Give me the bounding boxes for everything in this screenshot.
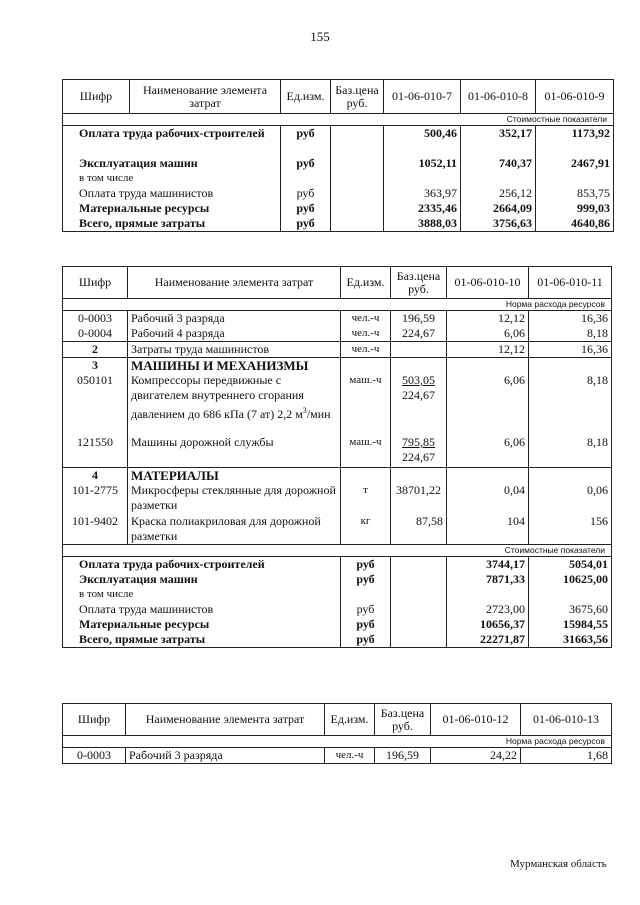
table-row xyxy=(63,216,614,232)
row-unit: руб xyxy=(341,632,391,648)
row-name: Машины дорожной службы xyxy=(128,435,341,468)
value-cell: 363,97 xyxy=(384,186,461,201)
value-cell: 352,17 xyxy=(461,126,536,157)
row-code: 0-0004 xyxy=(63,326,128,342)
row-unit: чел.-ч xyxy=(341,326,391,342)
row-unit: маш.-ч xyxy=(341,435,391,468)
col-header-code: Шифр xyxy=(63,267,128,299)
cost-table-1 xyxy=(62,79,614,232)
col-header-name: Наименование элемента затрат xyxy=(128,267,341,299)
row-unit: руб xyxy=(341,602,391,617)
table-row xyxy=(63,126,614,157)
col-header-code: Шифр xyxy=(63,704,126,736)
row-name: Затраты труда машинистов xyxy=(128,342,341,358)
row-name: Эксплуатация машин xyxy=(63,156,281,171)
value-cell: 8,18 xyxy=(529,373,612,435)
row-unit: чел.-ч xyxy=(325,748,375,764)
row-code: 0-0003 xyxy=(63,311,128,327)
value-cell: 2335,46 xyxy=(384,201,461,216)
value-cell: 31663,56 xyxy=(529,632,612,648)
value-cell: 12,12 xyxy=(447,342,529,358)
value-cell: 256,12 xyxy=(461,186,536,201)
table-header-row xyxy=(63,267,612,299)
table-row xyxy=(63,171,614,186)
row-unit: чел.-ч xyxy=(341,311,391,327)
table-row xyxy=(63,483,612,514)
totals-row xyxy=(63,632,612,648)
totals-row xyxy=(63,572,612,587)
resource-table-2 xyxy=(62,266,612,648)
col-header-code: Шифр xyxy=(63,80,130,114)
value-cell: 156 xyxy=(529,514,612,545)
col-header-code-13: 01-06-010-13 xyxy=(521,704,612,736)
section-row xyxy=(63,545,612,557)
group-row-materials xyxy=(63,468,612,484)
row-unit: чел.-ч xyxy=(341,342,391,358)
row-code: 0-0003 xyxy=(63,748,126,764)
value-cell: 10625,00 xyxy=(529,572,612,587)
col-header-name: Наименование элемента затрат xyxy=(130,80,281,114)
row-price: 38701,22 xyxy=(391,483,447,514)
value-cell: 8,18 xyxy=(529,326,612,342)
row-code: 101-2775 xyxy=(63,483,128,514)
row-unit: руб xyxy=(341,617,391,632)
group-title: МАТЕРИАЛЫ xyxy=(128,468,341,484)
value-cell: 12,12 xyxy=(447,311,529,327)
price-numerator: 503,05 xyxy=(402,373,435,387)
value-cell: 3675,60 xyxy=(529,602,612,617)
value-cell: 1,68 xyxy=(521,748,612,764)
price-numerator: 795,85 xyxy=(402,435,435,449)
row-code: 101-9402 xyxy=(63,514,128,545)
value-cell: 6,06 xyxy=(447,373,529,435)
table-row xyxy=(63,435,612,468)
col-header-base-price: Баз.цена руб. xyxy=(391,267,447,299)
table-row xyxy=(63,201,614,216)
row-unit: руб xyxy=(281,201,331,216)
row-name: Рабочий 3 разряда xyxy=(126,748,325,764)
value-cell: 104 xyxy=(447,514,529,545)
value-cell: 6,06 xyxy=(447,326,529,342)
col-header-unit: Ед.изм. xyxy=(281,80,331,114)
group-row-machines xyxy=(63,358,612,374)
col-header-unit: Ед.изм. xyxy=(325,704,375,736)
row-name: Эксплуатация машин xyxy=(63,572,341,587)
row-name: Компрессоры передвижные с двигателем внутреннего сгорания давлением до 686 кПа (7 ат) 2,2 $м^3$/мин xyxy=(128,373,341,435)
value-cell: 22271,87 xyxy=(447,632,529,648)
table-header-row xyxy=(63,80,614,114)
col-header-code-12: 01-06-010-12 xyxy=(431,704,521,736)
row-name: в том числе xyxy=(63,587,341,602)
value-cell: 16,36 xyxy=(529,342,612,358)
section-row xyxy=(63,114,614,126)
col-header-code-7: 01-06-010-7 xyxy=(384,80,461,114)
row-unit: руб xyxy=(281,126,331,157)
value-cell: 999,03 xyxy=(536,201,614,216)
price-denominator: 224,67 xyxy=(402,450,435,464)
totals-row xyxy=(63,617,612,632)
row-unit: руб xyxy=(281,186,331,201)
row-price: 196,59 xyxy=(391,311,447,327)
row-name: Оплата труда рабочих-строителей xyxy=(63,557,341,573)
row-name: Краска полиакриловая для дорожной разметки xyxy=(128,514,341,545)
row-code: 2 xyxy=(63,342,128,358)
row-price xyxy=(391,342,447,358)
row-unit: т xyxy=(341,483,391,514)
col-header-name: Наименование элемента затрат xyxy=(126,704,325,736)
row-unit: кг xyxy=(341,514,391,545)
section-label: Норма расхода ресурсов xyxy=(63,299,612,311)
value-cell: 853,75 xyxy=(536,186,614,201)
table-row xyxy=(63,514,612,545)
value-cell: 0,06 xyxy=(529,483,612,514)
group-title: МАШИНЫ И МЕХАНИЗМЫ xyxy=(128,358,341,374)
value-cell: 8,18 xyxy=(529,435,612,468)
value-cell: 0,04 xyxy=(447,483,529,514)
row-code: 050101 xyxy=(63,373,128,435)
row-name: Материальные ресурсы xyxy=(63,201,281,216)
row-unit: руб xyxy=(281,216,331,232)
row-unit: руб xyxy=(281,156,331,171)
value-cell: 1052,11 xyxy=(384,156,461,171)
row-unit: руб xyxy=(341,572,391,587)
col-header-code-11: 01-06-010-11 xyxy=(529,267,612,299)
row-name: Рабочий 4 разряда xyxy=(128,326,341,342)
row-name: Всего, прямые затраты xyxy=(63,632,341,648)
row-price: 87,58 xyxy=(391,514,447,545)
row-name: Оплата труда машинистов xyxy=(63,186,281,201)
row-unit: маш.-ч xyxy=(341,373,391,435)
row-name: Рабочий 3 разряда xyxy=(128,311,341,327)
value-cell: 3888,03 xyxy=(384,216,461,232)
table-header-row xyxy=(63,704,612,736)
section-label: Стоимостные показатели xyxy=(63,114,614,126)
row-price: 196,59 xyxy=(375,748,431,764)
value-cell: 2664,09 xyxy=(461,201,536,216)
row-price: 224,67 xyxy=(391,326,447,342)
value-cell: 4640,86 xyxy=(536,216,614,232)
row-code: 121550 xyxy=(63,435,128,468)
col-header-unit: Ед.изм. xyxy=(341,267,391,299)
section-row xyxy=(63,736,612,748)
footer-region: Мурманская область xyxy=(510,858,607,870)
value-cell: 7871,33 xyxy=(447,572,529,587)
row-code: 3 xyxy=(63,358,128,374)
col-header-base-price: Баз.цена руб. xyxy=(375,704,431,736)
value-cell: 3756,63 xyxy=(461,216,536,232)
col-header-code-10: 01-06-010-10 xyxy=(447,267,529,299)
section-label: Стоимостные показатели xyxy=(63,545,612,557)
table-row xyxy=(63,373,612,435)
totals-row xyxy=(63,602,612,617)
value-cell: 500,46 xyxy=(384,126,461,157)
table-row xyxy=(63,342,612,358)
value-cell: 24,22 xyxy=(431,748,521,764)
section-label: Норма расхода ресурсов xyxy=(63,736,612,748)
value-cell: 10656,37 xyxy=(447,617,529,632)
totals-row xyxy=(63,587,612,602)
table-row xyxy=(63,156,614,171)
col-header-code-9: 01-06-010-9 xyxy=(536,80,614,114)
totals-row xyxy=(63,557,612,573)
row-name: Оплата труда машинистов xyxy=(63,602,341,617)
row-unit: руб xyxy=(341,557,391,573)
row-name: в том числе xyxy=(63,171,281,186)
value-cell: 16,36 xyxy=(529,311,612,327)
value-cell: 15984,55 xyxy=(529,617,612,632)
value-cell: 2467,91 xyxy=(536,156,614,171)
price-denominator: 224,67 xyxy=(402,388,435,402)
row-name: Материальные ресурсы xyxy=(63,617,341,632)
row-name: Всего, прямые затраты xyxy=(63,216,281,232)
section-row xyxy=(63,299,612,311)
table-row xyxy=(63,748,612,764)
page-number: 155 xyxy=(310,29,330,44)
table-row xyxy=(63,186,614,201)
table-row xyxy=(63,326,612,342)
row-name: Микросферы стеклянные для дорожной разметки xyxy=(128,483,341,514)
row-name: Оплата труда рабочих-строителей xyxy=(63,126,281,157)
value-cell: 3744,17 xyxy=(447,557,529,573)
value-cell: 6,06 xyxy=(447,435,529,468)
value-cell: 740,37 xyxy=(461,156,536,171)
resource-table-3 xyxy=(62,703,612,764)
value-cell: 2723,00 xyxy=(447,602,529,617)
col-header-base-price: Баз.цена руб. xyxy=(331,80,384,114)
col-header-code-8: 01-06-010-8 xyxy=(461,80,536,114)
value-cell: 5054,01 xyxy=(529,557,612,573)
row-code: 4 xyxy=(63,468,128,484)
row-price xyxy=(391,373,447,435)
table-row xyxy=(63,311,612,327)
value-cell: 1173,92 xyxy=(536,126,614,157)
row-price xyxy=(391,435,447,468)
